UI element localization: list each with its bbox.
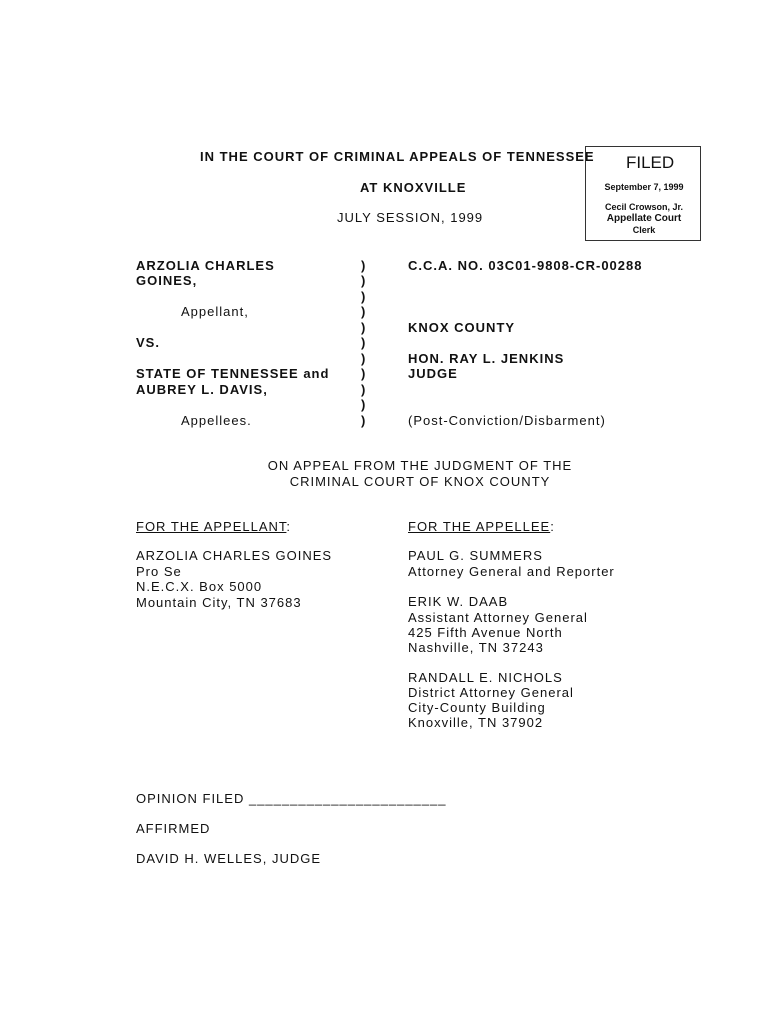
appellee-counsel-3-title: District Attorney General [408,685,574,700]
appellee-counsel-2-address-1: 425 Fifth Avenue North [408,625,563,640]
judge-title: JUDGE [408,366,458,381]
appellee-counsel-header [408,519,555,534]
filed-stamp [585,146,701,241]
caption-paren: ) [361,320,366,335]
caption-paren: ) [361,304,366,319]
appeal-line-1: ON APPEAL FROM THE JUDGMENT OF THE [267,458,573,473]
appellee-counsel-3-name: RANDALL E. NICHOLS [408,670,563,685]
caption-paren: ) [361,258,366,273]
appellant-name-line-1: ARZOLIA CHARLES [136,258,275,273]
appellee-line-2: AUBREY L. DAVIS, [136,382,268,397]
appellant-counsel-address-1: N.E.C.X. Box 5000 [136,579,263,594]
caption-paren: ) [361,351,366,366]
opinion-author: DAVID H. WELLES, JUDGE [136,851,322,866]
caption-paren: ) [361,273,366,288]
filed-title: FILED [626,153,675,172]
disposition: AFFIRMED [136,821,211,836]
appellee-counsel-2-title: Assistant Attorney General [408,610,588,625]
appellant-counsel-address-2: Mountain City, TN 37683 [136,595,302,610]
appellant-counsel-header [136,519,291,534]
appellee-counsel-header-text: FOR THE APPELLEE [408,519,551,534]
appellee-counsel-2-address-2: Nashville, TN 37243 [408,640,544,655]
appellee-counsel-1-name: PAUL G. SUMMERS [408,548,543,563]
clerk-title-2: Clerk [632,225,656,235]
appellant-role: Appellant, [181,304,249,319]
clerk-title-1: Appellate Court [606,213,682,224]
caption-paren: ) [361,289,366,304]
caption-paren: ) [361,335,366,350]
appellee-counsel-2-name: ERIK W. DAAB [408,594,509,609]
case-number: C.C.A. NO. 03C01-9808-CR-00288 [408,258,643,273]
judge-name: HON. RAY L. JENKINS [408,351,565,366]
appellee-role: Appellees. [181,413,252,428]
case-type: (Post-Conviction/Disbarment) [408,413,606,428]
county-label: KNOX COUNTY [408,320,516,335]
clerk-name: Cecil Crowson, Jr. [604,202,684,212]
appellant-counsel-status: Pro Se [136,564,182,579]
appellant-name-line-2: GOINES, [136,273,198,288]
appellant-counsel-name: ARZOLIA CHARLES GOINES [136,548,333,563]
caption-paren: ) [361,366,366,381]
court-session: JULY SESSION, 1999 [337,210,484,225]
appellee-line-1: STATE OF TENNESSEE and [136,366,330,381]
versus-label: VS. [136,335,160,350]
header-colon: : [286,519,292,534]
appeal-line-2: CRIMINAL COURT OF KNOX COUNTY [289,474,551,489]
opinion-filed-line: OPINION FILED ________________________ [136,791,447,806]
filed-date: September 7, 1999 [604,182,684,192]
caption-paren: ) [361,382,366,397]
caption-paren: ) [361,413,366,428]
court-location: AT KNOXVILLE [360,180,467,195]
header-colon: : [550,519,555,534]
caption-paren: ) [361,397,366,412]
court-title: IN THE COURT OF CRIMINAL APPEALS OF TENNESSEE [200,149,595,164]
appellee-counsel-3-address-2: Knoxville, TN 37902 [408,715,544,730]
appellee-counsel-1-title: Attorney General and Reporter [408,564,615,579]
appellant-counsel-header-text: FOR THE APPELLANT [136,519,287,534]
appellee-counsel-3-address-1: City-County Building [408,700,546,715]
